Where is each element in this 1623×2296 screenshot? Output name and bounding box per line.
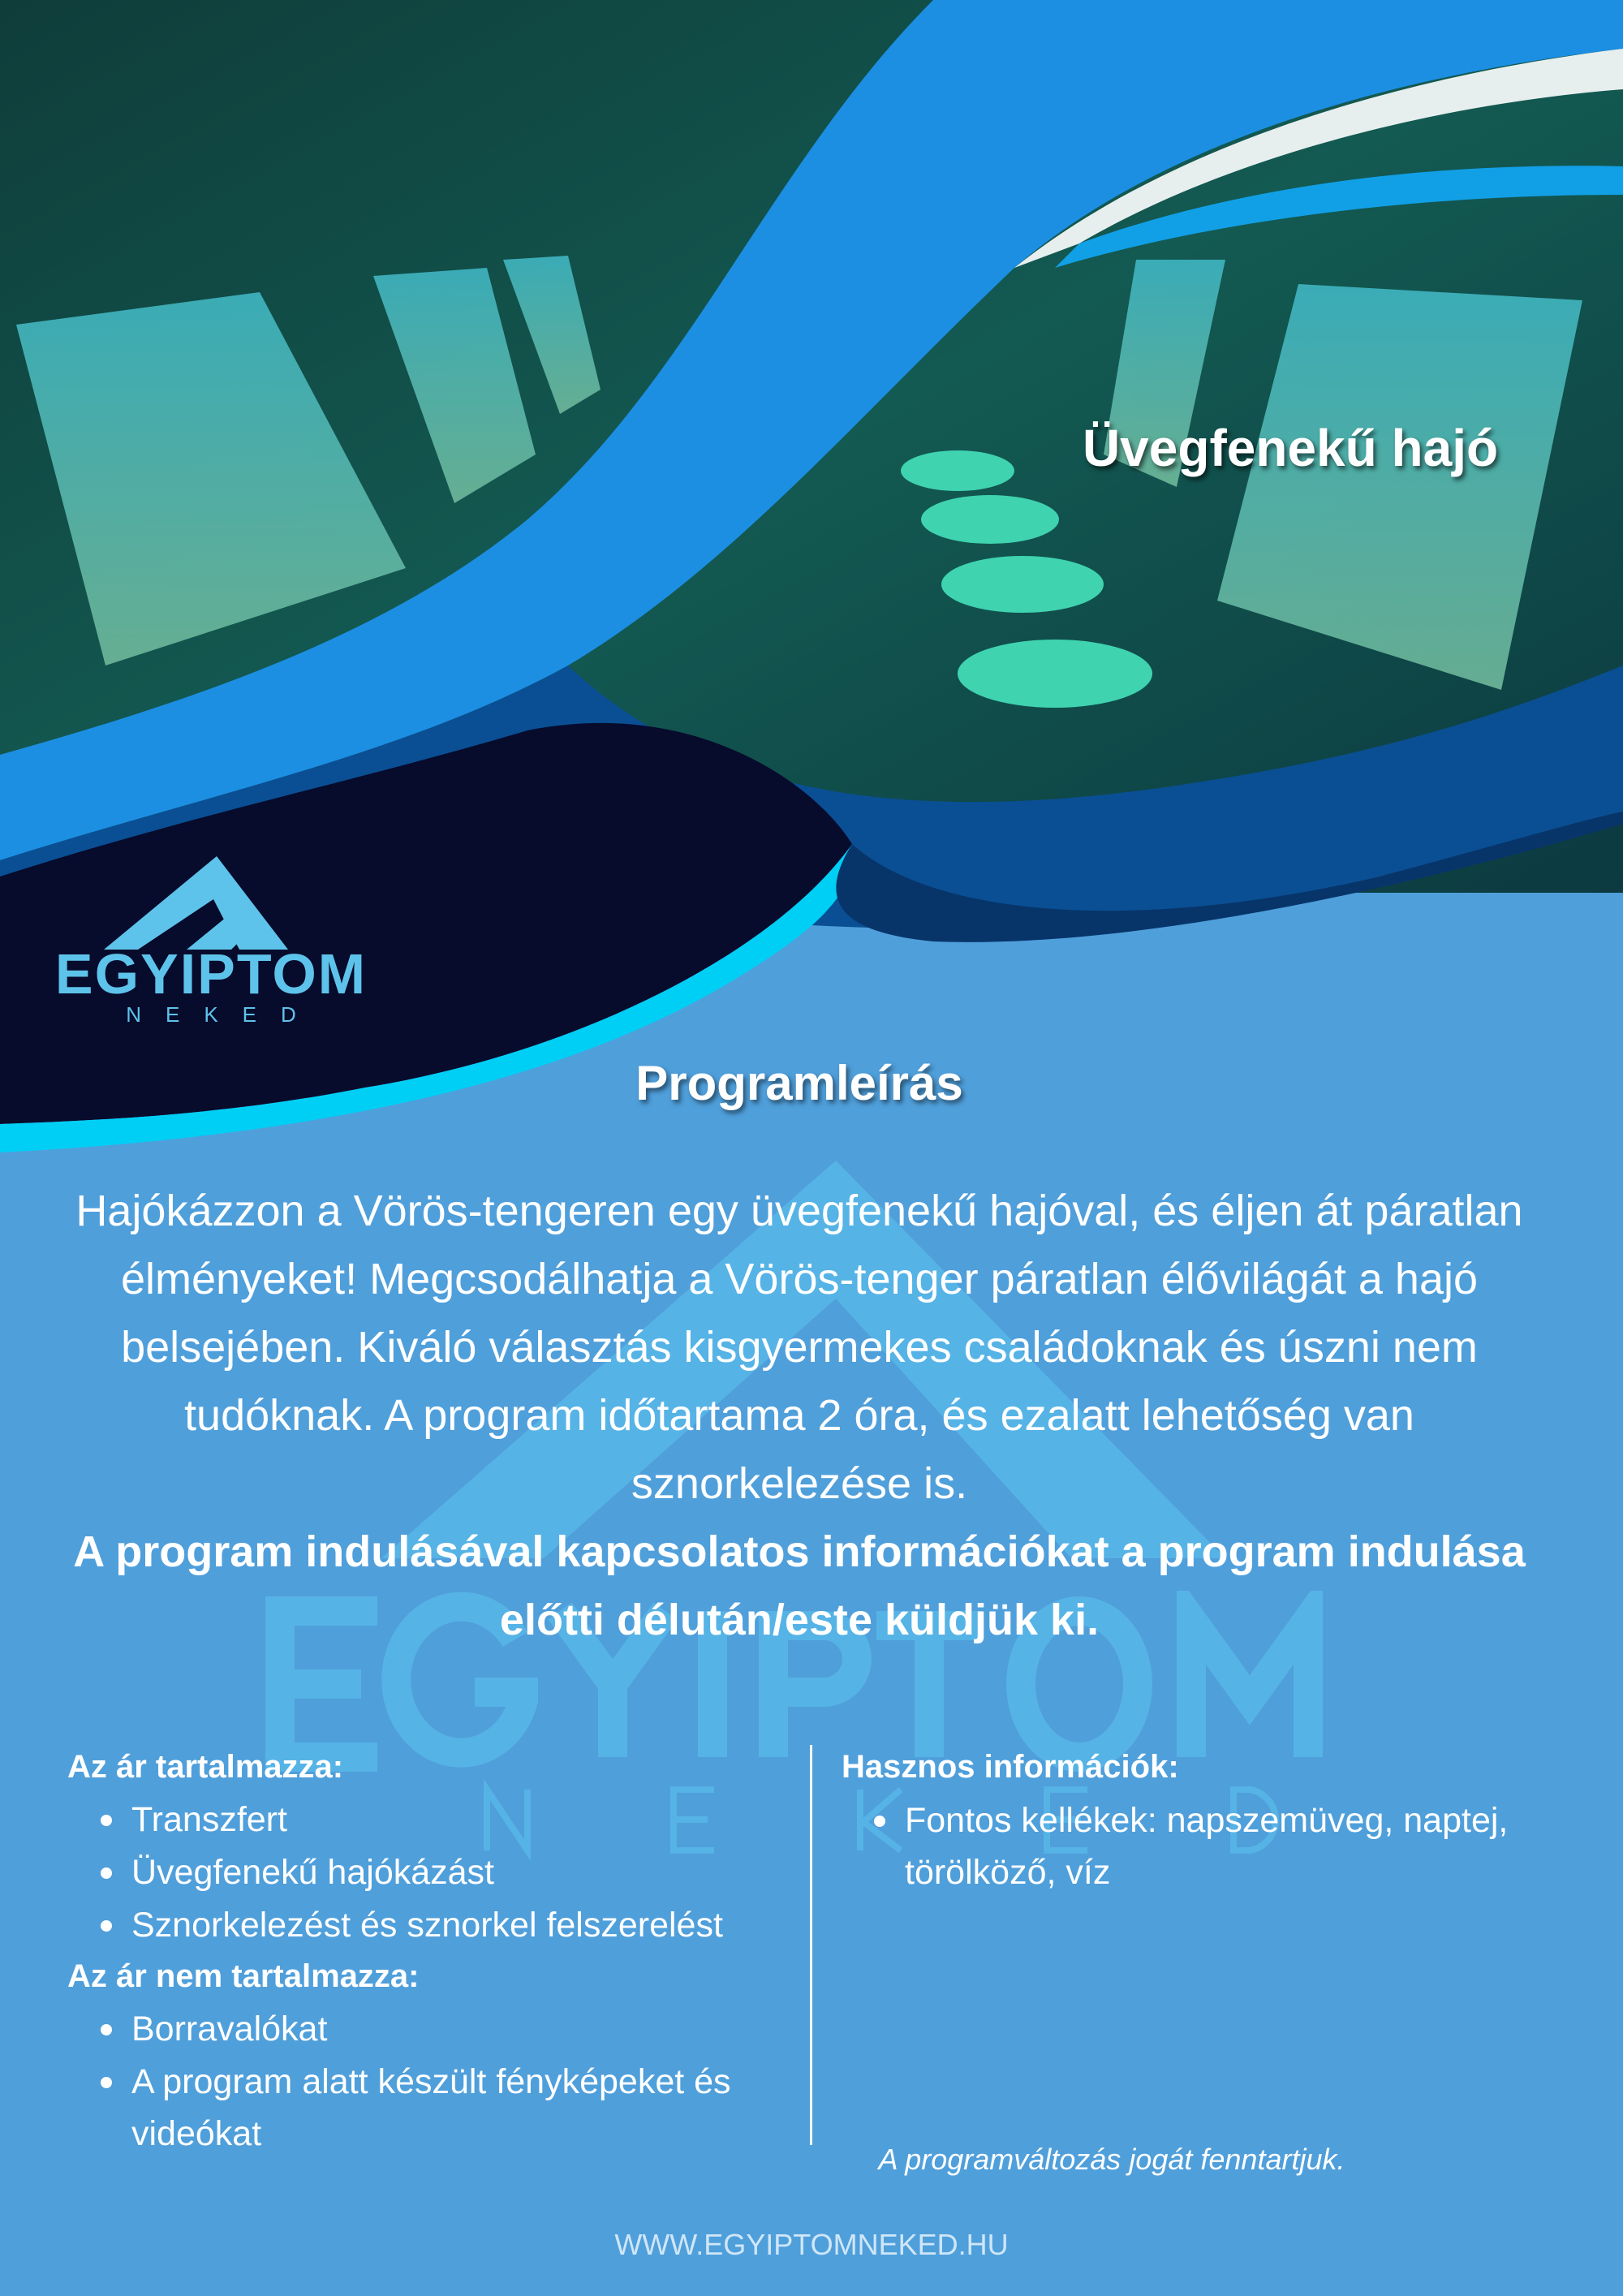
- useful-info-heading: Hasznos információk:: [842, 1749, 1179, 1785]
- list-item: Üvegfenekű hajókázást: [131, 1846, 494, 1898]
- not-included-heading: Az ár nem tartalmazza:: [67, 1958, 420, 1994]
- program-description-block: [49, 1177, 1550, 1654]
- list-item: Sznorkelezést és sznorkel felszerelést: [131, 1899, 723, 1951]
- website-link[interactable]: WWW.EGYIPTOMNEKED.HU: [614, 2228, 1009, 2261]
- column-divider: [810, 1745, 812, 2145]
- list-item: A program alatt készült fényképeket és videókat: [131, 2056, 781, 2160]
- list-item: Fontos kellékek: napszemüveg, naptej, törölköző, víz: [905, 1794, 1538, 1898]
- disclaimer-note: A programváltozás jogát fenntartjuk.: [878, 2143, 1345, 2176]
- list-item: Borravalókat: [131, 2003, 327, 2055]
- program-description: Hajókázzon a Vörös-tengeren egy üvegfenekű hajóval, és éljen át páratlan élményeket! Megcsodálhatja a Vörös-tenger páratlan élővilágát a hajó belsejében. Kiváló választás kisgyermekes családoknak és úszni nem tudóknak. A program időtartama 2 óra, és ezalatt lehetőség van sznorkelezése is.: [75, 1187, 1523, 1508]
- logo-subtitle: NEKED: [126, 1002, 321, 1027]
- program-notice: A program indulásával kapcsolatos információkat a program indulása előtti délután/este küldjük ki.: [73, 1527, 1526, 1644]
- hero-title: Üvegfenekű hajó: [1082, 419, 1499, 477]
- section-title: Programleírás: [635, 1056, 963, 1110]
- included-heading: Az ár tartalmazza:: [67, 1749, 344, 1785]
- list-item: Transzfert: [131, 1794, 287, 1846]
- logo-wordmark: EGYIPTOM: [54, 942, 368, 1006]
